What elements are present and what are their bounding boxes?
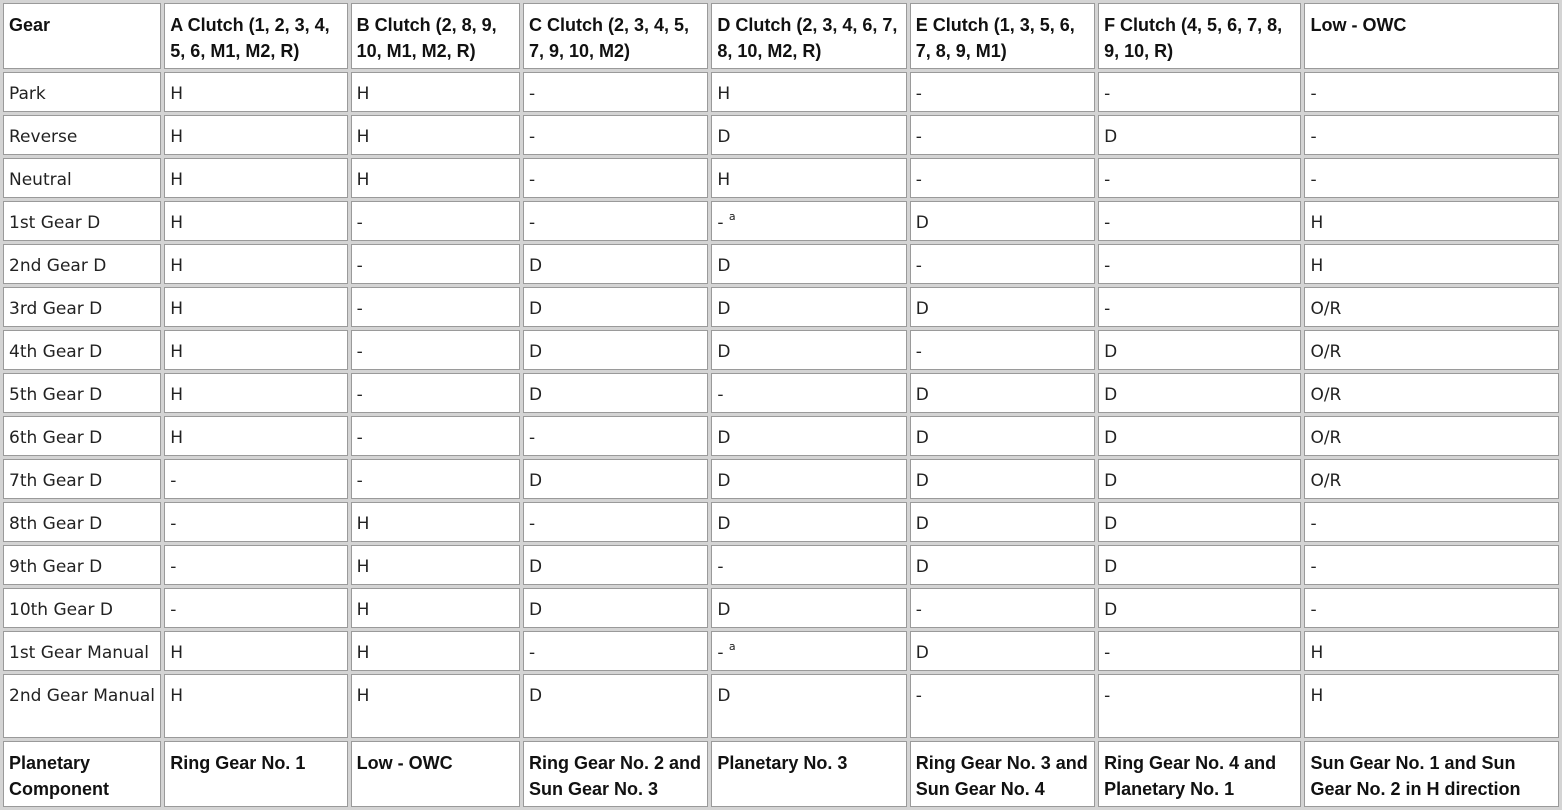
table-cell: - bbox=[711, 373, 906, 413]
table-cell: - bbox=[351, 244, 520, 284]
gear-cell: 1st Gear Manual bbox=[3, 631, 161, 671]
table-cell: H bbox=[351, 115, 520, 155]
table-cell: - bbox=[1304, 502, 1559, 542]
table-cell: O/R bbox=[1304, 416, 1559, 456]
table-row bbox=[3, 674, 1559, 738]
footer-label: Planetary Component bbox=[3, 741, 161, 807]
header-a-clutch: A Clutch (1, 2, 3, 4, 5, 6, M1, M2, R) bbox=[164, 3, 347, 69]
table-cell: - bbox=[910, 674, 1095, 738]
footnote-marker: a bbox=[728, 640, 736, 653]
table-cell: H bbox=[164, 674, 347, 738]
table-cell: - bbox=[351, 201, 520, 241]
table-cell: D bbox=[711, 502, 906, 542]
table-row bbox=[3, 115, 1559, 155]
table-row bbox=[3, 287, 1559, 327]
table-cell: D bbox=[1098, 502, 1301, 542]
table-cell: H bbox=[164, 330, 347, 370]
table-cell: H bbox=[1304, 201, 1559, 241]
table-cell: D bbox=[523, 244, 708, 284]
gear-cell: 2nd Gear D bbox=[3, 244, 161, 284]
table-cell: - bbox=[351, 416, 520, 456]
table-cell: D bbox=[711, 330, 906, 370]
table-cell: - $^a$ bbox=[711, 201, 906, 241]
table-cell: D bbox=[910, 545, 1095, 585]
table-cell: - bbox=[523, 631, 708, 671]
table-cell: - $^a$ bbox=[711, 631, 906, 671]
table-cell: - bbox=[523, 201, 708, 241]
table-cell: - bbox=[164, 459, 347, 499]
table-cell: - bbox=[1098, 201, 1301, 241]
table-cell: D bbox=[711, 244, 906, 284]
table-cell: - bbox=[351, 373, 520, 413]
gear-cell: 7th Gear D bbox=[3, 459, 161, 499]
table-cell: - bbox=[523, 416, 708, 456]
table-cell: - bbox=[910, 158, 1095, 198]
table-cell: D bbox=[1098, 588, 1301, 628]
table-cell: H bbox=[164, 72, 347, 112]
table-cell: - bbox=[1098, 287, 1301, 327]
table-row bbox=[3, 502, 1559, 542]
footer-cell: Low - OWC bbox=[351, 741, 520, 807]
table-cell: - bbox=[1304, 72, 1559, 112]
table-row bbox=[3, 459, 1559, 499]
table-cell: D bbox=[910, 631, 1095, 671]
table-row bbox=[3, 72, 1559, 112]
gear-cell: Reverse bbox=[3, 115, 161, 155]
table-cell: O/R bbox=[1304, 373, 1559, 413]
table-cell: H bbox=[164, 631, 347, 671]
table-cell: - bbox=[1098, 72, 1301, 112]
table-cell: O/R bbox=[1304, 287, 1559, 327]
table-cell: D bbox=[1098, 459, 1301, 499]
header-e-clutch: E Clutch (1, 3, 5, 6, 7, 8, 9, M1) bbox=[910, 3, 1095, 69]
table-row bbox=[3, 416, 1559, 456]
table-cell: H bbox=[164, 115, 347, 155]
table-row bbox=[3, 244, 1559, 284]
table-cell: D bbox=[523, 287, 708, 327]
footer-cell: Ring Gear No. 3 and Sun Gear No. 4 bbox=[910, 741, 1095, 807]
table-cell: D bbox=[523, 373, 708, 413]
table-cell: H bbox=[1304, 244, 1559, 284]
table-cell: - bbox=[164, 588, 347, 628]
footer-cell: Sun Gear No. 1 and Sun Gear No. 2 in H direction bbox=[1304, 741, 1559, 807]
table-cell: D bbox=[711, 459, 906, 499]
gear-cell: 2nd Gear Manual bbox=[3, 674, 161, 738]
table-cell: H bbox=[164, 287, 347, 327]
header-f-clutch: F Clutch (4, 5, 6, 7, 8, 9, 10, R) bbox=[1098, 3, 1301, 69]
table-cell: - bbox=[1098, 158, 1301, 198]
header-low-owc: Low - OWC bbox=[1304, 3, 1559, 69]
table-row bbox=[3, 631, 1559, 671]
table-cell: D bbox=[523, 545, 708, 585]
table-cell: D bbox=[523, 674, 708, 738]
table-cell: - bbox=[523, 72, 708, 112]
table-cell: D bbox=[523, 459, 708, 499]
table-cell: D bbox=[910, 201, 1095, 241]
table-cell: - bbox=[523, 158, 708, 198]
table-cell: - bbox=[910, 588, 1095, 628]
table-cell: D bbox=[1098, 545, 1301, 585]
table-cell: - bbox=[164, 545, 347, 585]
header-b-clutch: B Clutch (2, 8, 9, 10, M1, M2, R) bbox=[351, 3, 520, 69]
table-cell: H bbox=[711, 158, 906, 198]
table-cell: H bbox=[351, 158, 520, 198]
gear-cell: 4th Gear D bbox=[3, 330, 161, 370]
footer-cell: Ring Gear No. 2 and Sun Gear No. 3 bbox=[523, 741, 708, 807]
footer-cell: Ring Gear No. 1 bbox=[164, 741, 347, 807]
table-row bbox=[3, 201, 1559, 241]
table-body bbox=[3, 72, 1559, 738]
table-cell: - bbox=[910, 115, 1095, 155]
table-cell: H bbox=[351, 545, 520, 585]
table-cell: D bbox=[711, 674, 906, 738]
gear-cell: 10th Gear D bbox=[3, 588, 161, 628]
table-cell: - bbox=[351, 330, 520, 370]
table-cell: - bbox=[910, 72, 1095, 112]
table-cell: - bbox=[1098, 244, 1301, 284]
table-row bbox=[3, 588, 1559, 628]
table-cell: D bbox=[1098, 416, 1301, 456]
table-cell: H bbox=[351, 72, 520, 112]
table-cell: D bbox=[711, 588, 906, 628]
table-cell: H bbox=[164, 244, 347, 284]
table-cell: D bbox=[910, 373, 1095, 413]
planetary-component-row bbox=[3, 741, 1559, 807]
table-cell: D bbox=[523, 330, 708, 370]
header-c-clutch: C Clutch (2, 3, 4, 5, 7, 9, 10, M2) bbox=[523, 3, 708, 69]
table-cell: - bbox=[351, 459, 520, 499]
table-cell: O/R bbox=[1304, 459, 1559, 499]
table-cell: H bbox=[1304, 674, 1559, 738]
header-d-clutch: D Clutch (2, 3, 4, 6, 7, 8, 10, M2, R) bbox=[711, 3, 906, 69]
gear-cell: Neutral bbox=[3, 158, 161, 198]
table-cell: O/R bbox=[1304, 330, 1559, 370]
table-cell: - bbox=[910, 330, 1095, 370]
gear-cell: 5th Gear D bbox=[3, 373, 161, 413]
gear-cell: 3rd Gear D bbox=[3, 287, 161, 327]
table-cell: - bbox=[1304, 545, 1559, 585]
table-cell: H bbox=[164, 416, 347, 456]
table-cell: D bbox=[910, 416, 1095, 456]
footer-cell: Ring Gear No. 4 and Planetary No. 1 bbox=[1098, 741, 1301, 807]
footer-cell: Planetary No. 3 bbox=[711, 741, 906, 807]
table-cell: D bbox=[910, 502, 1095, 542]
table-cell: - bbox=[1098, 674, 1301, 738]
table-cell: H bbox=[351, 588, 520, 628]
table-row bbox=[3, 545, 1559, 585]
table-cell: H bbox=[164, 201, 347, 241]
table-cell: - bbox=[1304, 115, 1559, 155]
table-row bbox=[3, 158, 1559, 198]
table-cell: - bbox=[523, 115, 708, 155]
table-cell: D bbox=[711, 115, 906, 155]
table-cell: H bbox=[351, 631, 520, 671]
table-cell: D bbox=[910, 459, 1095, 499]
table-cell: D bbox=[711, 416, 906, 456]
table-cell: H bbox=[1304, 631, 1559, 671]
header-row bbox=[3, 3, 1559, 69]
gear-cell: 1st Gear D bbox=[3, 201, 161, 241]
footnote-marker: a bbox=[728, 210, 736, 223]
table-cell: H bbox=[351, 502, 520, 542]
table-cell: D bbox=[523, 588, 708, 628]
table-cell: - bbox=[1304, 588, 1559, 628]
table-cell: H bbox=[351, 674, 520, 738]
table-cell: D bbox=[1098, 373, 1301, 413]
table-cell: - bbox=[351, 287, 520, 327]
table-cell: D bbox=[1098, 330, 1301, 370]
table-cell: D bbox=[910, 287, 1095, 327]
table-cell: - bbox=[1098, 631, 1301, 671]
table-cell: - bbox=[164, 502, 347, 542]
header-gear: Gear bbox=[3, 3, 161, 69]
table-row bbox=[3, 330, 1559, 370]
table-cell: - bbox=[523, 502, 708, 542]
table-cell: - bbox=[711, 545, 906, 585]
table-row bbox=[3, 373, 1559, 413]
table-cell: - bbox=[1304, 158, 1559, 198]
gear-cell: 6th Gear D bbox=[3, 416, 161, 456]
table-cell: D bbox=[1098, 115, 1301, 155]
table-cell: H bbox=[164, 373, 347, 413]
table-cell: - bbox=[910, 244, 1095, 284]
table-cell: D bbox=[711, 287, 906, 327]
gear-cell: Park bbox=[3, 72, 161, 112]
table-cell: H bbox=[711, 72, 906, 112]
gear-cell: 8th Gear D bbox=[3, 502, 161, 542]
gear-cell: 9th Gear D bbox=[3, 545, 161, 585]
table-cell: H bbox=[164, 158, 347, 198]
